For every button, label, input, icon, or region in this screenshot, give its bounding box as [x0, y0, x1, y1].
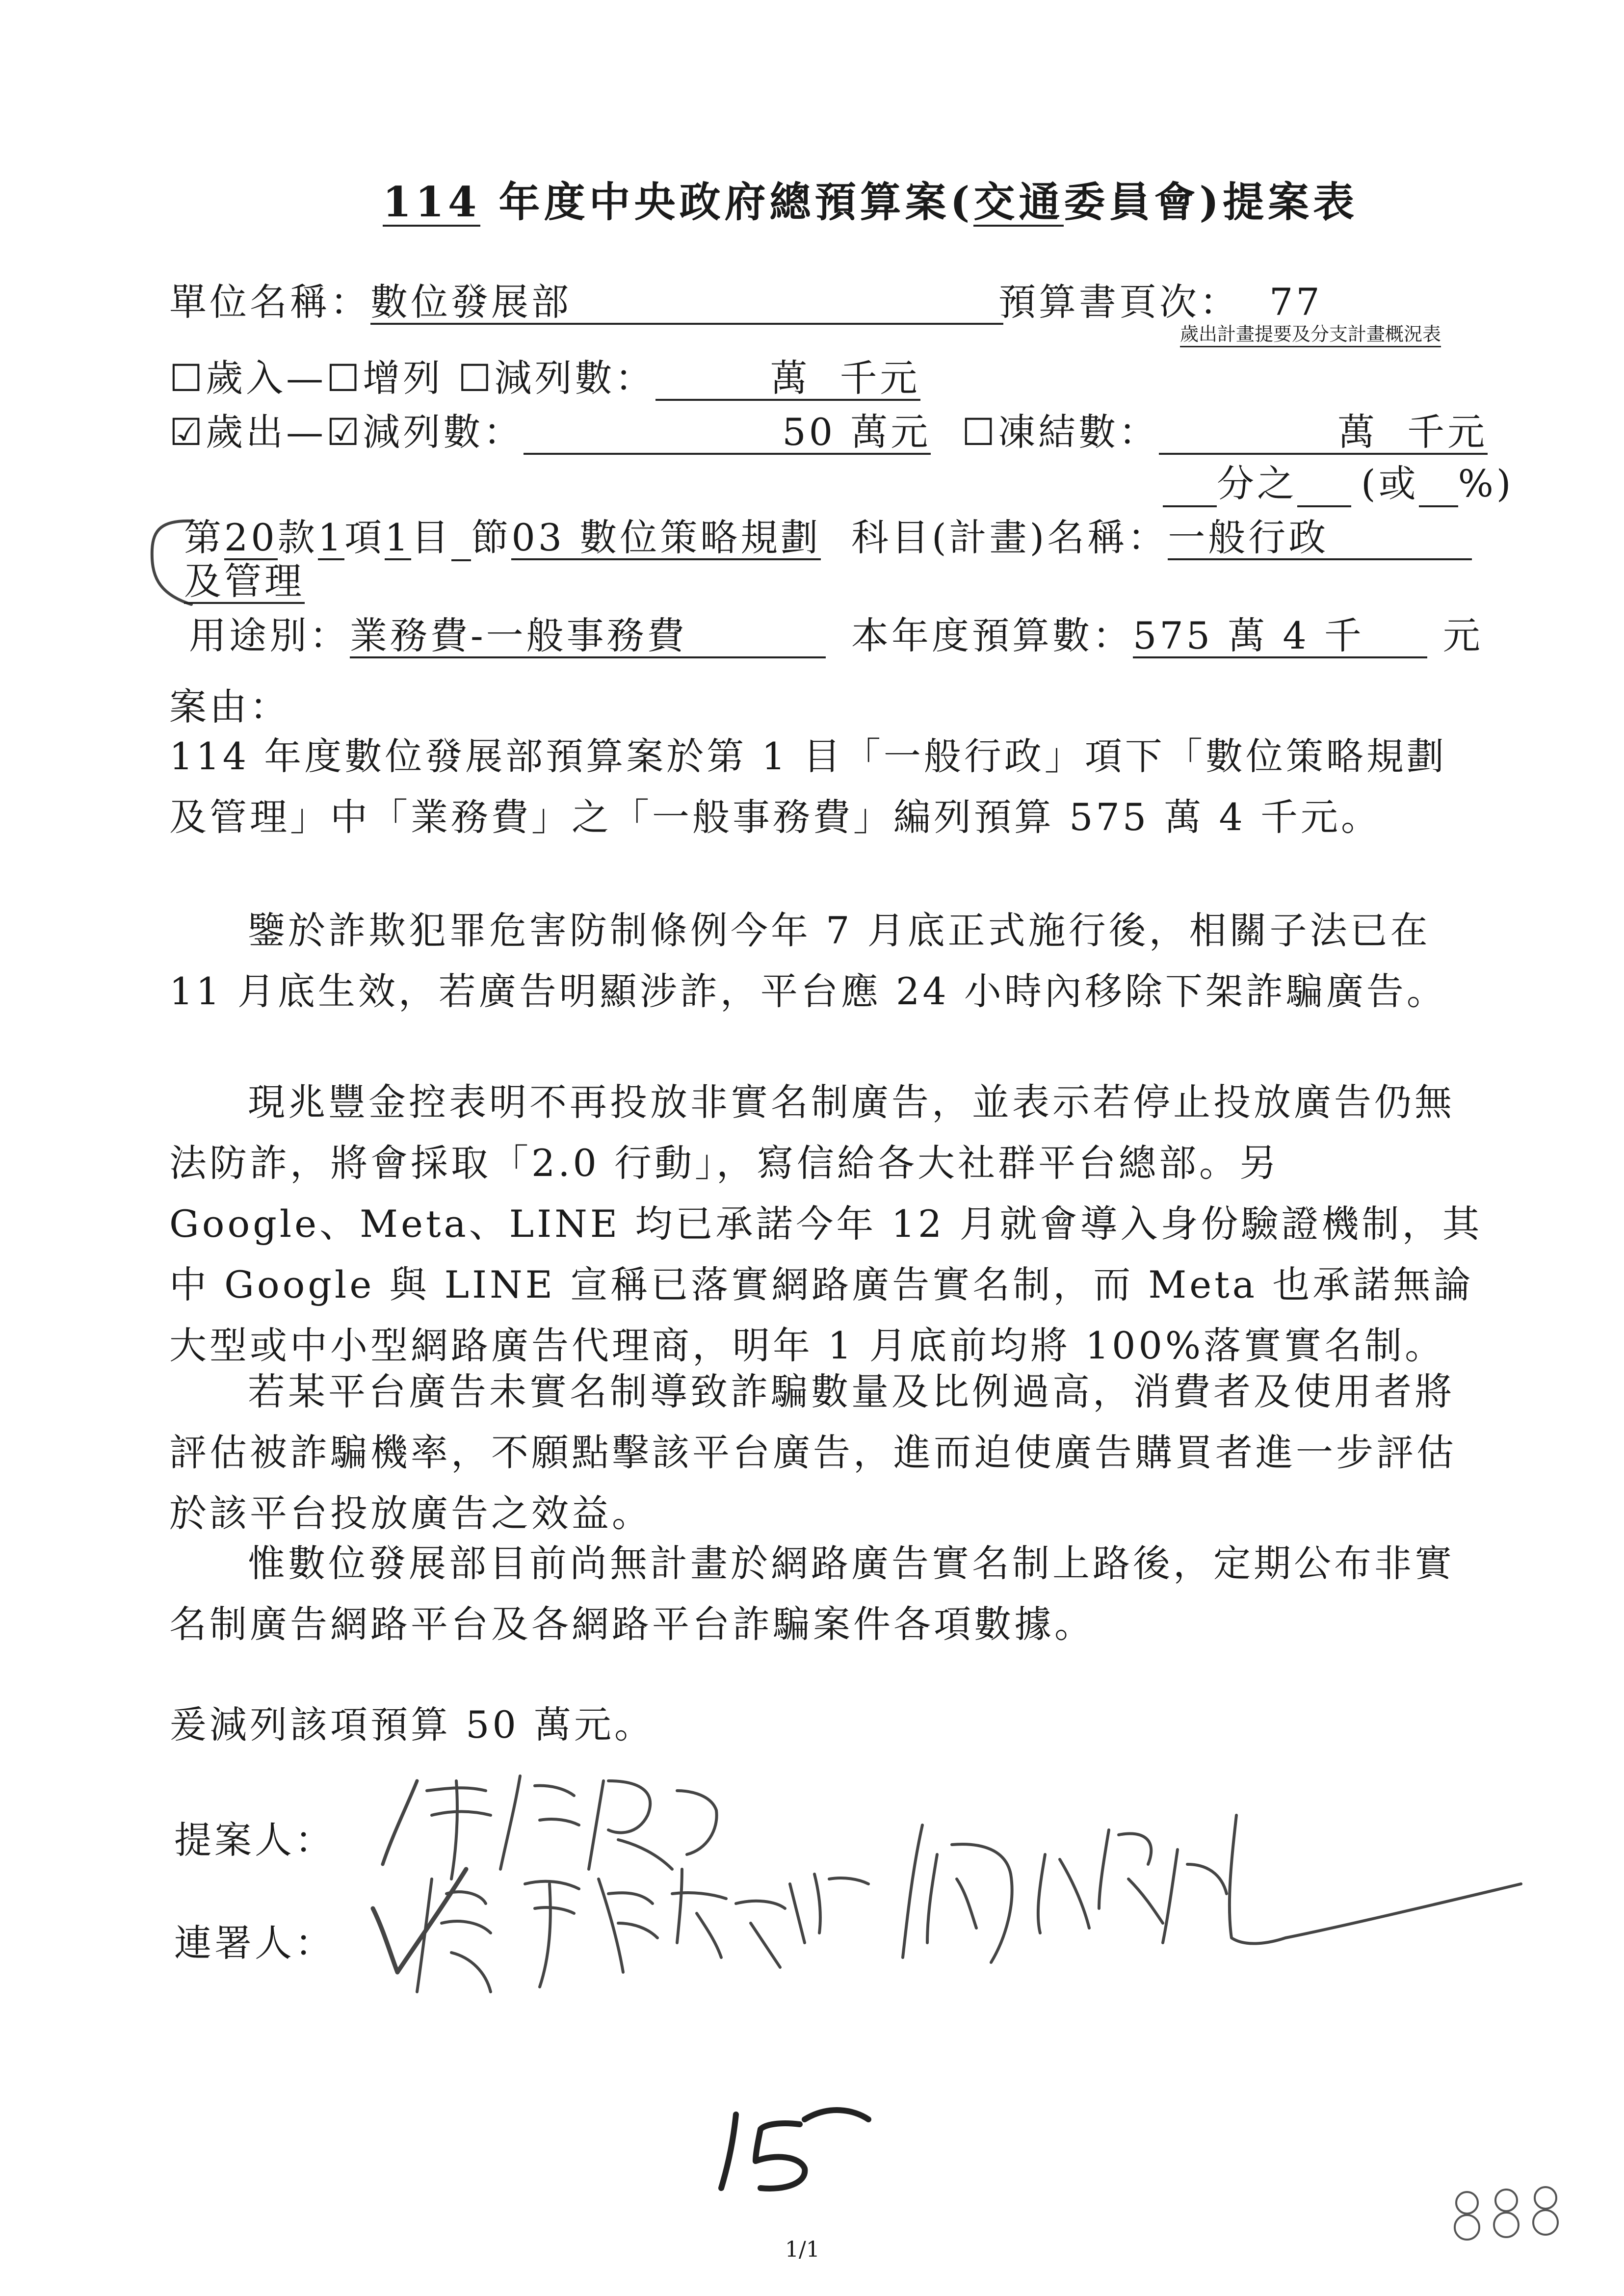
unit-value: 數位發展部: [370, 282, 1003, 325]
revenue-thousand: 千元: [839, 356, 920, 400]
cosigner-signatures: [363, 1796, 1531, 2031]
plan-name: 03 數位策略規劃: [511, 516, 821, 559]
unit-row: [169, 272, 1003, 326]
annual-budget-row: [851, 606, 1483, 659]
revenue-row: [169, 348, 920, 402]
jie-blank: [451, 530, 471, 561]
subject-label: 科目(計畫)名稱：: [851, 516, 1168, 559]
mu-number: 1: [385, 516, 412, 559]
expense-amount: 50 萬元: [524, 412, 931, 455]
reason-paragraph-5: 惟數位發展部目前尚無計畫於網路廣告實名制上路後，定期公布非實名制廣告網路平台及各網路平台詐騙案件各項數據。: [169, 1541, 1455, 1646]
handwritten-stamp-number: [1447, 2178, 1575, 2247]
fraction-blank-2: [1297, 476, 1351, 507]
page-title: [383, 169, 1358, 229]
page-ref: [998, 272, 1323, 326]
annual-label: 本年度預算數：: [851, 614, 1133, 657]
freeze-amount-line: [1159, 412, 1488, 455]
reason-paragraph-4: 若某平台廣告未實名制導致詐騙數量及比例過高，消費者及使用者將評估被詐騙機率，不願點擊該平台廣告，進而迫使廣告購買者進一步評估於該平台投放廣告之效益。: [169, 1370, 1457, 1535]
footer-page-number: 1/1: [785, 2237, 820, 2262]
title-suffix: 委員會)提案表: [1064, 178, 1359, 226]
fraction-blank-3: [1419, 476, 1458, 507]
fraction-huo: (或: [1361, 462, 1419, 505]
fraction-blank-1: [1163, 476, 1217, 507]
subject-row: [851, 508, 1472, 561]
usage-row: [189, 606, 826, 659]
page-ref-label: 預算書頁次：: [998, 280, 1240, 324]
proposer-label: 提案人：: [174, 1818, 335, 1862]
handwritten-page-number: [707, 2100, 883, 2198]
page-ref-note: 歲出計畫提要及分支計畫概況表: [1180, 319, 1441, 347]
freeze-wan: 萬: [1337, 410, 1378, 454]
budget-item-row: 第20款1項1目 節03 數位策略規劃: [184, 508, 821, 561]
expense-options: ☑歲出—☑減列數：: [169, 410, 524, 454]
kuan-number: 20: [224, 516, 278, 559]
title-prefix: 年度中央政府總預算案(: [480, 178, 974, 226]
reason-heading: 案由：: [169, 685, 290, 729]
subject-row-2: [184, 559, 305, 604]
reason-paragraph-1: 114 年度數位發展部預算案於第 1 目「一般行政」項下「數位策略規劃及管理」中「業務費」之「一般事務費」編列預算 575 萬 4 千元。: [169, 734, 1447, 839]
xiang-number: 1: [317, 516, 345, 559]
freeze-label: ☐凍結數：: [962, 410, 1159, 454]
freeze-row: [962, 402, 1488, 456]
unit-label: 單位名稱：: [169, 280, 370, 324]
annual-value: 575 萬 4 千 元: [1133, 614, 1483, 657]
freeze-thousand: 千元: [1407, 410, 1488, 454]
reason-paragraph-3: 現兆豐金控表明不再投放非實名制廣告，並表示若停止投放廣告仍無法防詐，將會採取「2.0 行動」，寫信給各大社群平台總部。另 Google、Meta、LINE 均已承諾今年 12 月就會導入身份驗證機制，其中 Google 與 LINE 宣稱已落實網路廣告實名制，而 Meta 也承諾無論大型或中小型網路廣告代理商，明年 1 月底前均將 100%落實實名制。: [169, 1080, 1483, 1367]
reason-conclusion: 爰減列該項預算 50 萬元。: [169, 1703, 655, 1747]
title-committee: 交通: [973, 178, 1064, 226]
cosigner-label: 連署人：: [174, 1921, 335, 1965]
fraction-pct: %): [1458, 462, 1514, 505]
subject-value-cont: 及管理: [184, 559, 305, 603]
usage-label: 用途別：: [189, 614, 350, 657]
revenue-amount-line: [655, 358, 920, 401]
revenue-options: ☐歲入—☐增列 ☐減列數：: [169, 356, 655, 400]
usage-value: 業務費-一般事務費: [350, 615, 826, 658]
reason-paragraph-2: 鑒於詐欺犯罪危害防制條例今年 7 月底正式施行後，相關子法已在 11 月底生效，若廣告明顯涉詐，平台應 24 小時內移除下架詐騙廣告。: [169, 909, 1447, 1013]
expense-row: [169, 402, 931, 456]
subject-value: 一般行政: [1168, 517, 1472, 560]
fraction-fen: 分之: [1217, 462, 1297, 505]
title-year: 114: [383, 178, 481, 226]
fraction-row: [1163, 454, 1514, 507]
page-ref-value: 77: [1269, 280, 1323, 324]
revenue-wan: 萬: [770, 356, 811, 400]
